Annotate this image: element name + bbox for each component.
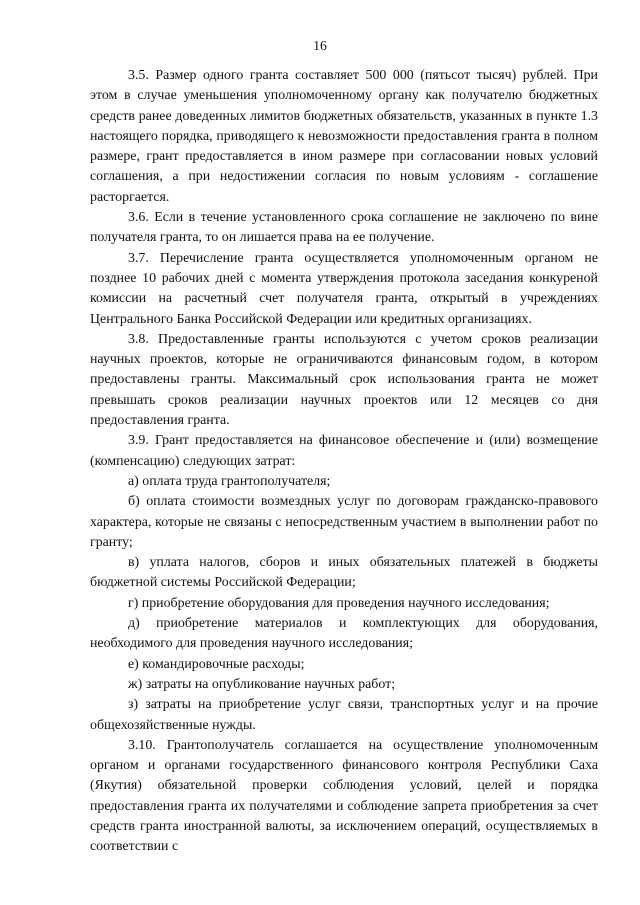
list-item-z: з) затраты на приобретение услуг связи, транспортных услуг и на прочие общехозяйственные нужды. xyxy=(90,697,598,733)
list-item-v: в) уплата налогов, сборов и иных обязательных платежей в бюджеты бюджетной системы Российской Федерации; xyxy=(90,555,598,591)
list-item-b: б) оплата стоимости возмездных услуг по договорам гражданско-правового характера, которые не связаны с непосредственным участием в выполнении работ по гранту; xyxy=(90,494,598,550)
paragraph-3-10: 3.10. Грантополучатель соглашается на осуществление уполномоченным органом и органами государственного финансового контроля Республики Саха (Якутия) обязательной проверки соблюдения условий, целей и порядка предоставления гранта их получателями и соблюдение запрета приобретения за счет средств гранта иностранной валюты, за исключением операций, осуществляемых в соответствии с xyxy=(90,737,598,855)
paragraph-3-6: 3.6. Если в течение установленного срока соглашение не заключено по вине получателя гранта, то он лишается права на ее получение. xyxy=(90,210,598,246)
list-item-d: д) приобретение материалов и комплектующих для оборудования, необходимого для проведения научного исследования; xyxy=(90,616,598,652)
paragraph-3-8: 3.8. Предоставленные гранты используются с учетом сроков реализации научных проектов, которые не ограничиваются финансовым годом, в котором предоставлены гранты. Максимальный срок использования гранта не может превышать сроков реализации научных проектов или 12 месяцев со дня предоставления гранта. xyxy=(90,331,598,429)
paragraph-3-7: 3.7. Перечисление гранта осуществляется уполномоченным органом не позднее 10 рабочих дней с момента утверждения протокола заседания конкуреной комиссии на расчетный счет получателя гранта, открытый в учреждениях Центрального Банка Российской Федерации или кредитных организациях. xyxy=(90,250,598,327)
paragraph-3-9: 3.9. Грант предоставляется на финансовое обеспечение и (или) возмещение (компенсацию) следующих затрат: xyxy=(90,433,598,469)
list-item-e: е) командировочные расходы; xyxy=(128,656,305,672)
list-item-a: а) оплата труда грантополучателя; xyxy=(128,473,331,489)
list-item-g: г) приобретение оборудования для проведения научного исследования; xyxy=(128,595,550,611)
page-number: 16 xyxy=(313,38,327,53)
document-body xyxy=(90,66,598,858)
list-item-zh: ж) затраты на опубликование научных работ; xyxy=(128,676,396,692)
paragraph-3-5: 3.5. Размер одного гранта составляет 500 000 (пятьсот тысяч) рублей. При этом в случае уменьшения уполномоченному органу как получателю бюджетных средств ранее доведенных лимитов бюджетных обязательств, указанных в пункте 1.3 настоящего порядка, приводящего к невозможности предоставления гранта в полном размере, грант предоставляется в ином размере при согласовании новых условий соглашения, а при недостижении согласия по новым условиям - соглашение расторгается. xyxy=(90,68,598,205)
